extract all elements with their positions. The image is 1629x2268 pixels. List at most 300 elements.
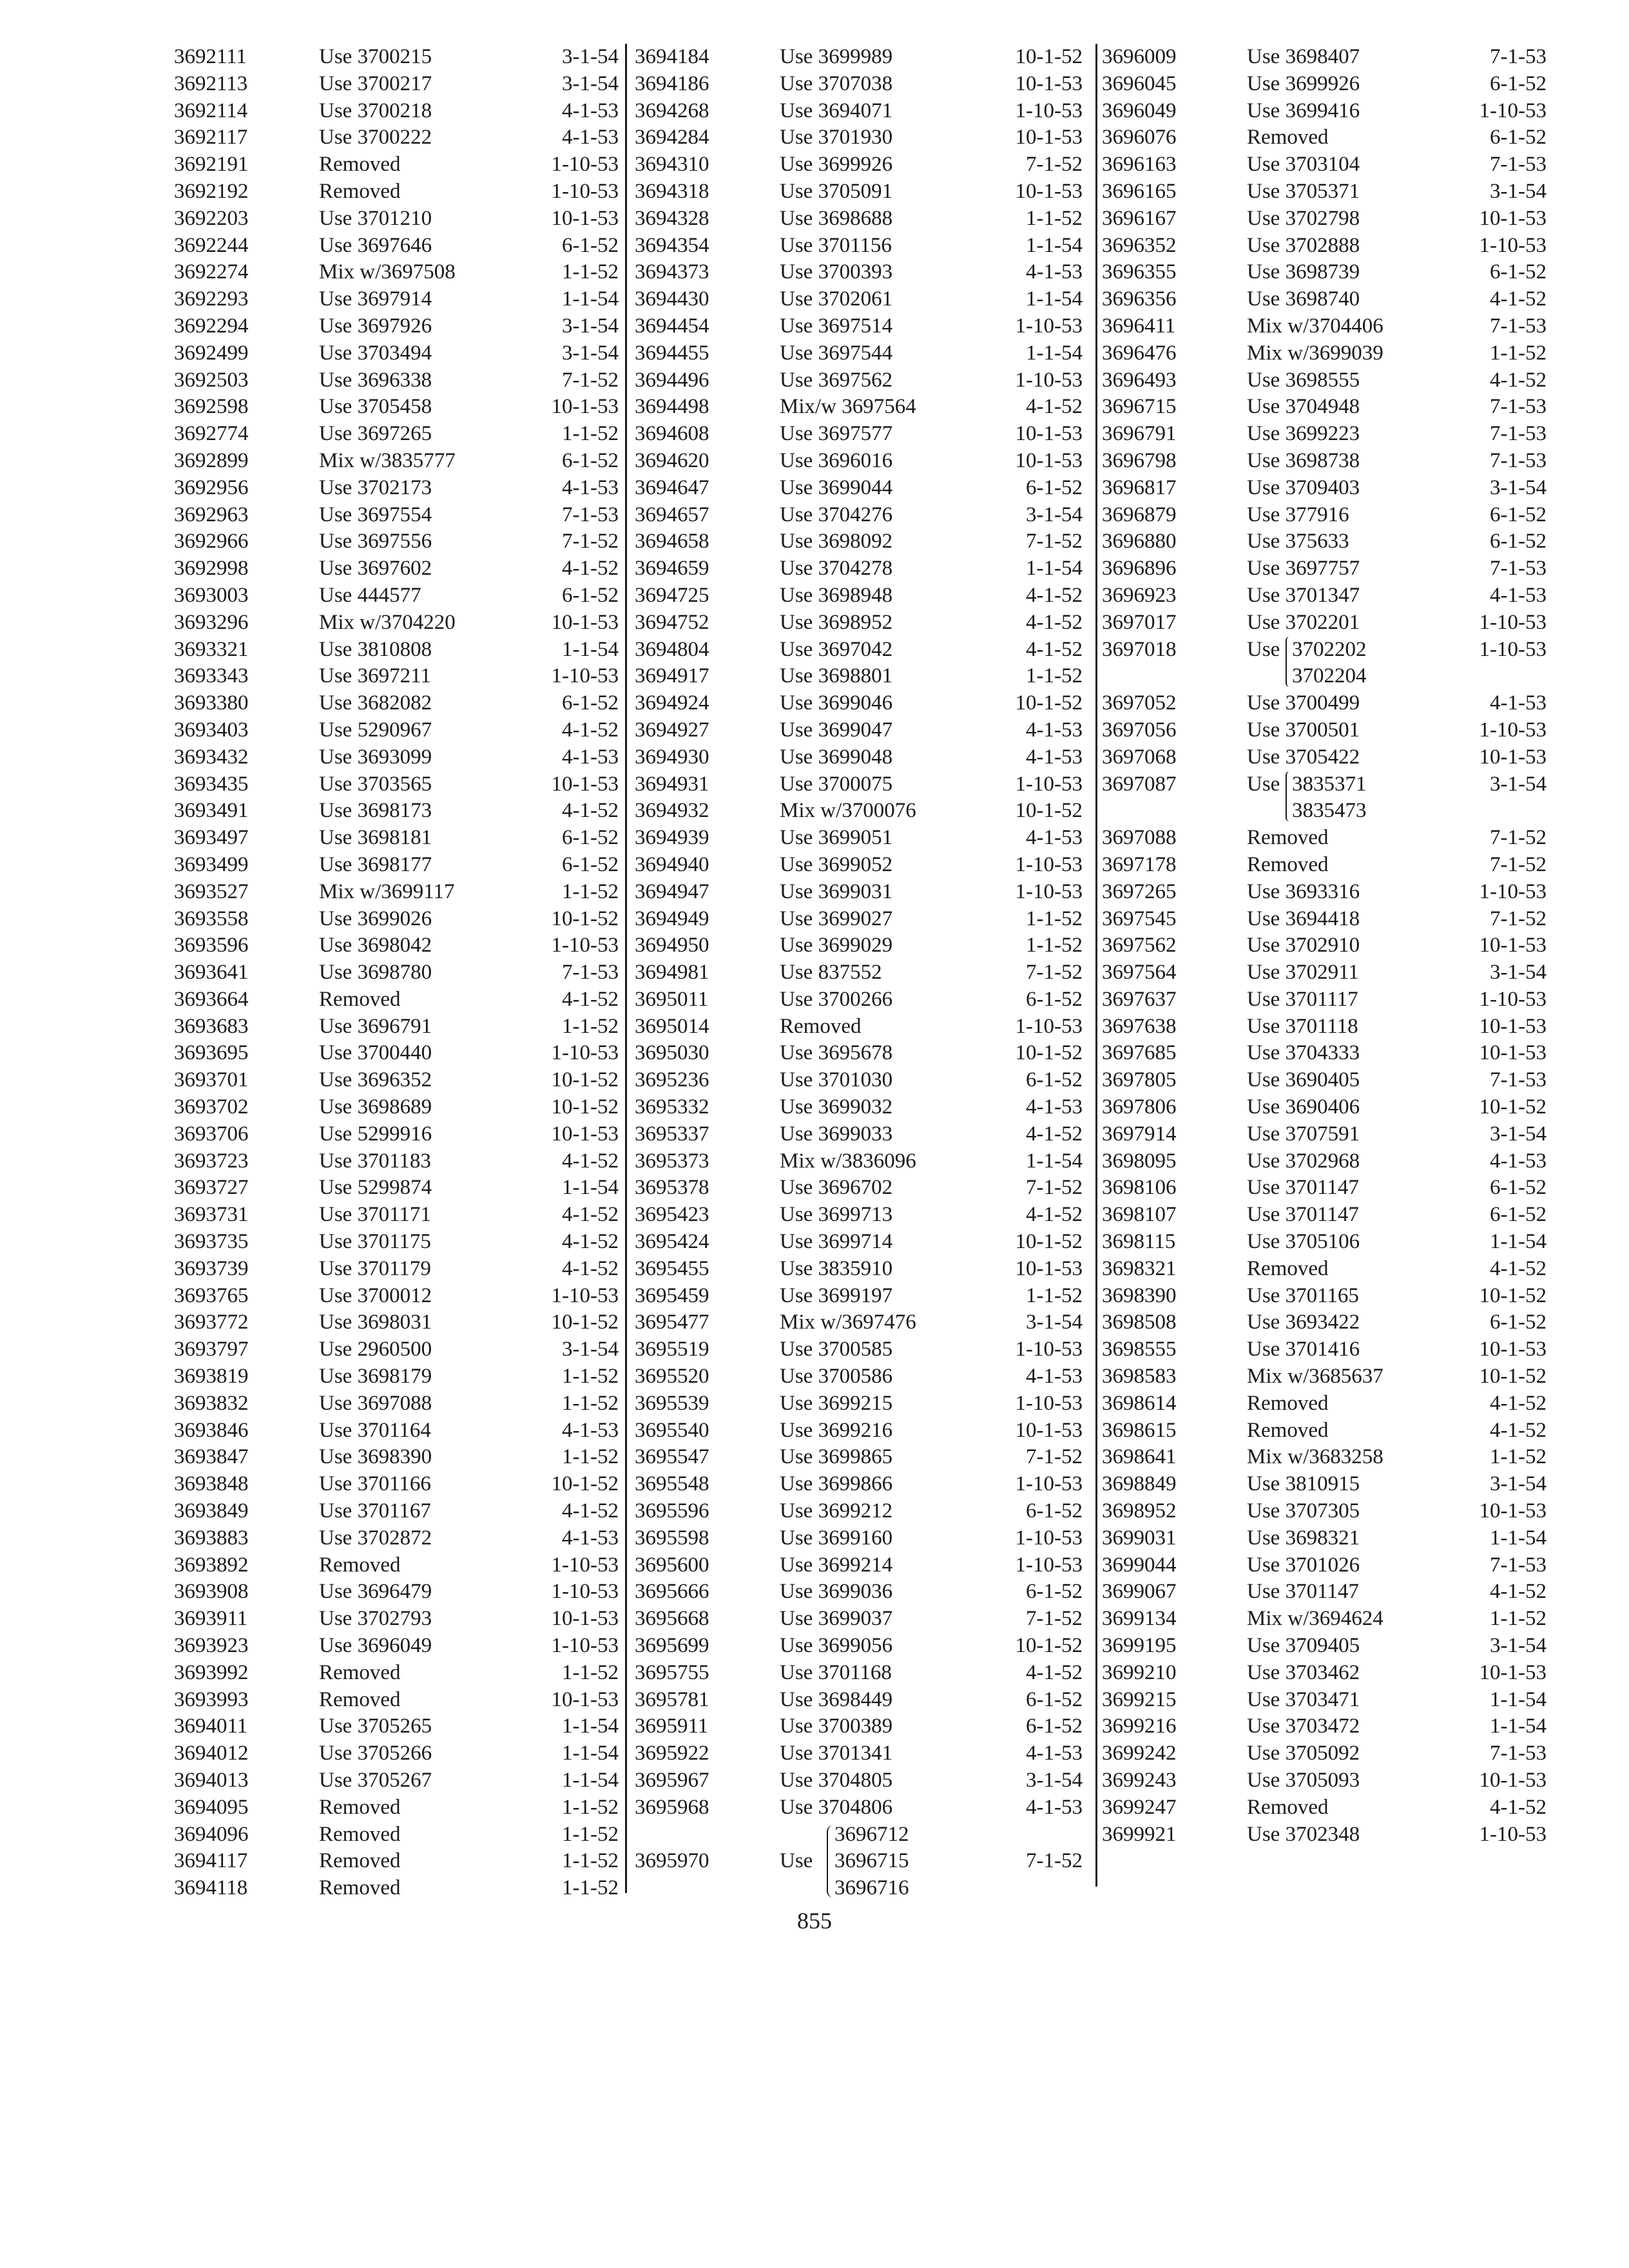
part-number: 3698849 [1102,1472,1177,1496]
effective-date: 7-1-52 [1026,1176,1083,1200]
part-number: 3693908 [174,1580,249,1604]
effective-date: 4-1-53 [562,745,619,769]
effective-date: 10-1-53 [1479,1769,1547,1792]
table-row [174,825,625,852]
table-row [174,448,625,475]
table-row [1102,1336,1553,1363]
effective-date: 7-1-53 [1490,448,1547,472]
table-row [174,1875,625,1902]
part-number: 3695755 [635,1660,709,1684]
part-number: 3697806 [1102,1095,1177,1119]
table-row [174,98,625,125]
status-text: Removed [1247,1391,1329,1415]
part-number: 3696493 [1102,368,1177,392]
table-row [635,1660,1089,1687]
part-number: 3693683 [174,1014,249,1038]
effective-date: 7-1-52 [1026,1445,1083,1469]
effective-date: 1-1-52 [562,1365,619,1389]
table-row [635,1740,1089,1767]
part-number: 3694012 [174,1742,249,1765]
table-row [1102,555,1553,582]
effective-date: 4-1-52 [1026,610,1083,634]
column-divider [625,44,627,1893]
part-number: 3695459 [635,1283,709,1307]
effective-date: 10-1-53 [551,1607,619,1631]
status-text: Use 377916 [1247,503,1349,526]
part-number: 3696880 [1102,530,1177,553]
status-text: Use 3699029 [780,934,893,957]
status-text: Mix/w 3697564 [780,395,916,419]
table-row [635,717,1089,744]
status-text: Mix w/3697476 [780,1311,916,1334]
status-text: Use 3705092 [1247,1742,1360,1765]
effective-date: 4-1-53 [562,1418,619,1442]
effective-date: 3-1-54 [562,72,619,95]
effective-date: 10-1-53 [1479,934,1547,957]
status-text: Use 3701164 [319,1418,431,1442]
table-row [635,744,1089,771]
status-text: Use 3697265 [319,422,432,446]
effective-date: 4-1-53 [1026,1095,1083,1119]
effective-date: 1-1-52 [562,260,619,284]
status-text: Use 3701117 [1247,987,1358,1011]
effective-date: 7-1-52 [562,530,619,553]
status-text: Use 3696702 [780,1176,893,1200]
status-text: Use 3705422 [1247,745,1360,769]
status-text: Use 3698321 [1247,1526,1360,1550]
part-number: 3693596 [174,934,249,957]
table-row [635,771,1089,798]
reference-number: 3835371 [1292,772,1367,796]
table-row [174,1283,625,1310]
part-number: 3695970 [635,1849,709,1873]
table-row [1102,340,1553,367]
table-row [174,932,625,959]
status-text: Use 3705458 [319,395,432,419]
status-text: Use 3707305 [1247,1499,1360,1523]
effective-date: 6-1-52 [1490,503,1547,526]
status-text: Removed [319,1553,401,1577]
effective-date: 3-1-54 [1490,179,1547,203]
part-number: 3697178 [1102,852,1177,876]
effective-date: 1-10-53 [1015,772,1083,796]
reference-number: 3702204 [1292,664,1367,688]
table-row [174,1336,625,1363]
part-number: 3694354 [635,233,709,257]
effective-date: 6-1-52 [562,826,619,850]
table-row [1102,959,1553,986]
status-text: Use 3701118 [1247,1014,1358,1038]
part-number: 3698555 [1102,1338,1177,1361]
status-text: Use 3699714 [780,1230,893,1254]
status-text: Use 3701930 [780,126,893,149]
effective-date: 4-1-53 [562,476,619,499]
status-text: Use 3810808 [319,637,432,661]
table-row [1102,717,1553,744]
table-row [1102,1579,1553,1606]
effective-date: 1-1-52 [562,1822,619,1846]
effective-date: 4-1-52 [562,1256,619,1280]
table-row [1102,1687,1553,1714]
status-text: Mix w/3700076 [780,799,916,823]
table-row [174,178,625,206]
status-text: Use 3693316 [1247,879,1360,903]
part-number: 3692113 [174,72,248,95]
effective-date: 10-1-53 [1015,1418,1083,1442]
part-number: 3694620 [635,448,709,472]
part-number: 3699215 [1102,1687,1177,1711]
effective-date: 10-1-53 [551,1122,619,1146]
effective-date: 1-1-54 [562,637,619,661]
status-text: Use 3701030 [780,1068,893,1092]
table-row [174,259,625,286]
table-row [1102,124,1553,151]
part-number: 3698095 [1102,1149,1177,1173]
table-row [174,1713,625,1740]
part-number: 3696411 [1102,314,1176,338]
table-row [635,1283,1089,1310]
effective-date: 3-1-54 [1026,1769,1083,1792]
part-number: 3694657 [635,503,709,526]
status-text: Use 3702872 [319,1526,432,1550]
part-number: 3697265 [1102,879,1177,903]
status-text: Use 3699223 [1247,422,1360,446]
status-text: Use 3697646 [319,233,432,257]
status-text: Use 3702173 [319,476,432,499]
part-number: 3694373 [635,260,709,284]
table-row [174,1794,625,1821]
part-number: 3694318 [635,179,709,203]
table-row [174,717,625,744]
part-number: 3696049 [1102,99,1177,122]
status-text: Use 3701416 [1247,1338,1360,1361]
effective-date: 1-1-52 [562,422,619,446]
table-row [635,528,1089,555]
status-text: Use 3699046 [780,691,893,715]
effective-date: 1-10-53 [1015,1553,1083,1577]
status-text: Use 3697602 [319,557,432,581]
effective-date: 4-1-52 [1490,287,1547,311]
part-number: 3694752 [635,610,709,634]
effective-date: 1-10-53 [551,1553,619,1577]
effective-date: 4-1-52 [562,799,619,823]
effective-date: 1-10-53 [1015,1014,1083,1038]
effective-date: 1-1-54 [1490,1230,1547,1254]
part-number: 3695519 [635,1338,709,1361]
part-number: 3692293 [174,287,249,311]
effective-date: 1-1-52 [1490,341,1547,365]
status-text: Use 3699866 [780,1472,893,1496]
status-text: Removed [319,1687,401,1711]
table-row [1102,1767,1553,1794]
part-number: 3696352 [1102,233,1177,257]
status-text: Use 3701171 [319,1203,431,1227]
table-row [174,71,625,98]
part-number: 3693993 [174,1687,249,1711]
table-row [1102,1525,1553,1552]
part-number: 3695547 [635,1445,709,1469]
effective-date: 10-1-53 [551,395,619,419]
part-number: 3695666 [635,1580,709,1604]
status-text: Use 3701026 [1247,1553,1360,1577]
table-row [1102,1256,1553,1283]
table-row [635,637,1089,664]
effective-date: 1-10-53 [1479,987,1547,1011]
status-text: Use 3707038 [780,72,893,95]
table-row [174,1363,625,1390]
effective-date: 10-1-53 [551,610,619,634]
part-number: 3695911 [635,1715,709,1738]
table-row [635,852,1089,879]
status-text: Mix w/3683258 [1247,1445,1383,1469]
effective-date: 10-1-52 [1015,1230,1083,1254]
table-row [635,1202,1089,1229]
status-text: Use 3698689 [319,1095,432,1119]
table-row [1102,394,1553,421]
table-row [635,1633,1089,1660]
table-row [635,178,1089,206]
status-text: Use 3705266 [319,1742,432,1765]
part-number: 3693641 [174,961,249,985]
part-number: 3695378 [635,1176,709,1200]
effective-date: 1-1-52 [562,1445,619,1469]
status-text: Use 3698739 [1247,260,1360,284]
table-row [174,1418,625,1445]
status-text: Use 3698555 [1247,368,1360,392]
part-number: 3694939 [635,826,709,850]
part-number: 3697685 [1102,1041,1177,1065]
part-number: 3698641 [1102,1445,1177,1469]
status-text: Mix w/3699117 [319,879,455,903]
effective-date: 4-1-53 [562,1526,619,1550]
table-row [1102,1444,1553,1471]
effective-date: 1-10-53 [1479,233,1547,257]
status-text: Use 3704333 [1247,1041,1360,1065]
effective-date: 1-1-52 [1490,1607,1547,1631]
part-number: 3694184 [635,45,709,68]
status-text: Removed [1247,126,1329,149]
table-row [1102,1606,1553,1633]
effective-date: 10-1-52 [551,1068,619,1092]
status-text: Use [780,1849,813,1873]
status-text: Removed [1247,1795,1329,1819]
status-text: Use 3701156 [780,233,892,257]
table-row [174,1444,625,1471]
table-row [1102,771,1553,825]
effective-date: 4-1-53 [1026,826,1083,850]
part-number: 3695011 [635,987,709,1011]
part-number: 3697068 [1102,745,1177,769]
effective-date: 4-1-52 [1490,1580,1547,1604]
effective-date: 1-1-52 [1026,934,1083,957]
part-number: 3695477 [635,1311,709,1334]
table-row [174,1687,625,1714]
status-text: Use 3698092 [780,530,893,553]
effective-date: 10-1-52 [551,1472,619,1496]
status-text: Use 3699215 [780,1391,893,1415]
status-text: Use 3700440 [319,1041,432,1065]
part-number: 3699210 [1102,1660,1177,1684]
part-number: 3694917 [635,664,709,688]
status-text: Use 3702793 [319,1607,432,1631]
part-number: 3696791 [1102,422,1177,446]
status-text: Use 3697514 [780,314,893,338]
effective-date: 1-1-54 [1026,287,1083,311]
effective-date: 1-10-53 [1015,99,1083,122]
table-row [1102,1660,1553,1687]
part-number: 3694186 [635,72,709,95]
table-row [174,690,625,717]
status-text: Use 3703104 [1247,153,1360,177]
part-number: 3697562 [1102,934,1177,957]
part-number: 3692956 [174,476,249,499]
table-row [635,663,1089,690]
part-number: 3695598 [635,1526,709,1550]
effective-date: 10-1-53 [1479,1499,1547,1523]
status-text: Use 3700222 [319,126,432,149]
table-row [174,1471,625,1498]
table-row [174,1848,625,1875]
table-row [174,637,625,664]
part-number: 3693321 [174,637,249,661]
reference-number: 3696715 [834,1849,909,1873]
table-row [635,1767,1089,1794]
part-number: 3692117 [174,126,248,149]
status-text: Use 3694418 [1247,907,1360,930]
status-text: Use 3699865 [780,1445,893,1469]
status-text: Removed [780,1014,862,1038]
status-text: Mix w/3704406 [1247,314,1383,338]
part-number: 3698583 [1102,1365,1177,1389]
effective-date: 6-1-52 [1490,1203,1547,1227]
status-text: Use 3702061 [780,287,893,311]
effective-date: 7-1-53 [1490,395,1547,419]
part-number: 3694455 [635,341,709,365]
part-number: 3695968 [635,1795,709,1819]
part-number: 3692963 [174,503,249,526]
effective-date: 1-10-53 [551,664,619,688]
reference-number: 3696712 [834,1822,909,1846]
part-number: 3695423 [635,1203,709,1227]
table-row [1102,71,1553,98]
status-text: Use 3695678 [780,1041,893,1065]
part-number: 3694981 [635,961,709,985]
status-text: Use 3699197 [780,1283,893,1307]
status-text: Use 3697554 [319,503,432,526]
table-row [174,1067,625,1094]
table-row [1102,313,1553,340]
effective-date: 3-1-54 [1490,961,1547,985]
part-number: 3699242 [1102,1742,1177,1765]
status-text: Use 3701179 [319,1256,431,1280]
effective-date: 1-1-54 [562,1176,619,1200]
status-text: Use 3705091 [780,179,893,203]
effective-date: 10-1-53 [1015,422,1083,446]
status-text: Removed [1247,826,1329,850]
part-number: 3698952 [1102,1499,1177,1523]
table-row [1102,582,1553,610]
table-row [174,879,625,906]
status-text: Use 3697544 [780,341,893,365]
effective-date: 7-1-52 [1026,153,1083,177]
effective-date: 6-1-52 [562,852,619,876]
table-row [1102,233,1553,260]
table-row [635,259,1089,286]
status-text: Removed [319,987,401,1011]
table-row [635,1444,1089,1471]
part-number: 3694117 [174,1849,248,1873]
part-number: 3693797 [174,1338,249,1361]
part-number: 3694011 [174,1715,248,1738]
effective-date: 10-1-52 [1015,1634,1083,1658]
table-row [635,421,1089,448]
status-text: Use 3699031 [780,879,893,903]
effective-date: 6-1-52 [1026,1687,1083,1711]
part-number: 3694013 [174,1769,249,1792]
status-text: Use 3810915 [1247,1472,1360,1496]
table-row [174,906,625,933]
table-row [174,1148,625,1175]
part-number: 3696715 [1102,395,1177,419]
part-number: 3695373 [635,1149,709,1173]
table-row [174,1202,625,1229]
part-number: 3694659 [635,557,709,581]
table-row [635,1094,1089,1121]
table-row [635,151,1089,178]
effective-date: 1-1-52 [562,879,619,903]
table-row [174,1552,625,1579]
table-row [174,233,625,260]
table-row [174,340,625,367]
status-text: Use 3702911 [1247,961,1359,985]
part-number: 3693003 [174,583,249,607]
effective-date: 10-1-53 [1015,448,1083,472]
status-text: Use 3690406 [1247,1095,1360,1119]
table-row [174,1040,625,1067]
status-text: Mix w/3835777 [319,448,456,472]
status-text: Mix w/3694624 [1247,1607,1383,1631]
part-number: 3695922 [635,1742,709,1765]
status-text: Removed [1247,1418,1329,1442]
effective-date: 7-1-52 [562,368,619,392]
part-number: 3692966 [174,530,249,553]
part-number: 3696798 [1102,448,1177,472]
table-row [1102,932,1553,959]
status-text: Use 3696791 [319,1014,432,1038]
status-text: Use 3704948 [1247,395,1360,419]
effective-date: 4-1-52 [562,557,619,581]
effective-date: 1-10-53 [1479,1822,1547,1846]
table-row [1102,825,1553,852]
status-text: Use 3700075 [780,772,893,796]
part-number: 3694931 [635,772,709,796]
status-text: Use 3703471 [1247,1687,1360,1711]
table-row [635,286,1089,313]
table-row [174,502,625,529]
table-row [1102,259,1553,286]
effective-date: 1-1-54 [1490,1687,1547,1711]
part-number: 3695030 [635,1041,709,1065]
effective-date: 1-1-54 [1490,1715,1547,1738]
effective-date: 4-1-52 [562,1499,619,1523]
status-text: Use 3699056 [780,1634,893,1658]
table-row [174,528,625,555]
status-text: Use 3700393 [780,260,893,284]
part-number: 3696165 [1102,179,1177,203]
part-number: 3697017 [1102,610,1177,634]
part-number: 3694947 [635,879,709,903]
part-number: 3693701 [174,1068,249,1092]
